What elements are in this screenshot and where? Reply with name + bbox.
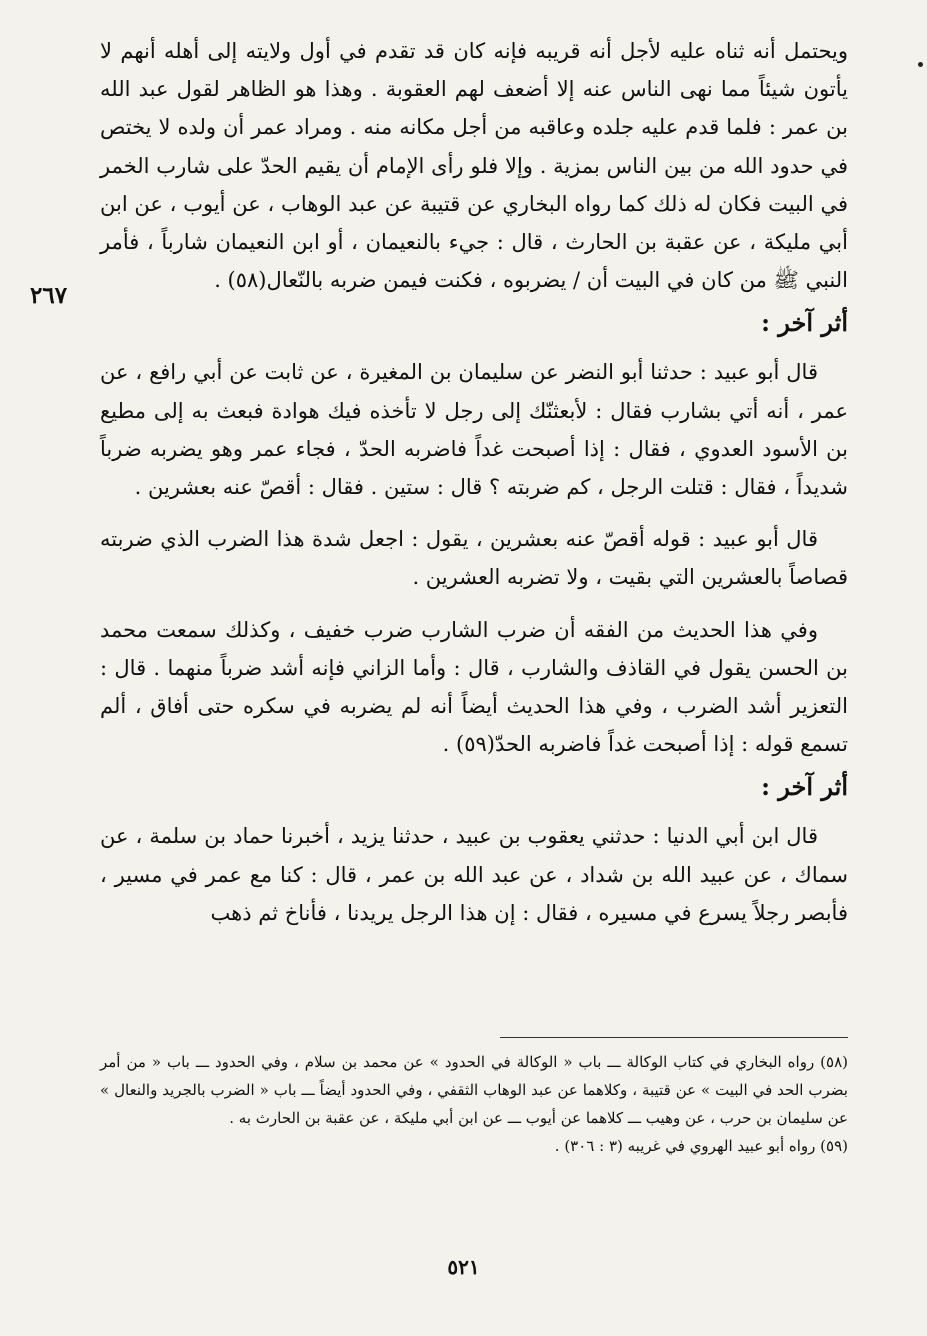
paragraph-4: وفي هذا الحديث من الفقه أن ضرب الشارب ضرب خفيف ، وكذلك سمعت محمد بن الحسن يقول في القاذف والشارب ، قال : وأما الزاني فإنه أشد ضرباً منهما . قال : التعزير أشد الضرب ، وفي هذا الحديث أيضاً أنه لم يضربه في سكره حتى أفاق ، ألم تسمع قوله : إذا أصبحت غداً فاضربه الحدّ(٥٩) . (100, 617, 848, 757)
margin-page-reference: ٢٦٧ (30, 282, 68, 309)
paragraph-3: قال أبو عبيد : قوله أقصّ عنه بعشرين ، يقول : اجعل شدة هذا الضرب الذي ضربته قصاصاً بالعشرين التي بقيت ، ولا تضربه العشرين . (100, 527, 848, 590)
section-heading-2: أثر آخر : (761, 772, 848, 802)
paragraph-gap (100, 506, 848, 520)
paragraph-2: قال أبو عبيد : حدثنا أبو النضر عن سليمان بن المغيرة ، عن ثابت عن أبي رافع ، عن عمر ، أنه أتي بشارب فقال : لأبعثنّك إلى رجل لا تأخذه فيك هوادة فبعث به إلى مطيع بن الأسود العدوي ، فقال : إذا أصبحت غداً فاضربه الحدّ ، فجاء عمر وهو يضربه ضرباً شديداً ، فقال : قتلت الرجل ، كم ضربته ؟ قال : ستين . فقال : أقصّ عنه بعشرين . (100, 360, 848, 500)
footnote-58: (٥٨) رواه البخاري في كتاب الوكالة ـــ باب « الوكالة في الحدود » عن محمد بن سلام ، وفي الحدود ـــ باب « من أمر بضرب الحد في البيت » عن قتيبة ، وكلاهما عن عبد الوهاب الثقفي ، وفي الحدود أيضاً ـــ باب « الضرب بالجريد والنعال » عن سليمان بن حرب ، عن وهيب ـــ كلاهما عن أيوب ـــ عن ابن أبي مليكة ، عن عقبة بن الحارث به . (100, 1053, 848, 1127)
paragraph-gap (100, 597, 848, 611)
margin-dot (918, 62, 923, 67)
page-number: ٥٢١ (447, 1255, 480, 1279)
footnote-separator (500, 1037, 848, 1038)
footnotes (100, 1048, 848, 1160)
paragraph-5: قال ابن أبي الدنيا : حدثني يعقوب بن عبيد ، حدثنا يزيد ، أخبرنا حماد بن سلمة ، عن سماك ، عن عبيد الله بن شداد ، عن عبد الله بن عمر ، قال : كنا مع عمر في مسير ، فأبصر رجلاً يسرع في مسيره ، فقال : إن هذا الرجل يريدنا ، فأناخ ثم ذهب (100, 824, 848, 925)
main-text (100, 32, 848, 932)
footnote-59: (٥٩) رواه أبو عبيد الهروي في غريبه (٣ : ٣٠٦) . (554, 1137, 848, 1155)
section-heading-1: أثر آخر : (761, 308, 848, 338)
paragraph-1: ويحتمل أنه ثناه عليه لأجل أنه قريبه فإنه كان قد تقدم في أول ولايته إلى أهله أنهم لا يأتون شيئاً مما نهى الناس عنه إلا أضعف لهم العقوبة . وهذا هو الظاهر لقول عبد الله بن عمر : فلما قدم عليه جلده وعاقبه من أجل مكانه منه . ومراد عمر أن ولده لا يختص في حدود الله من بين الناس بمزية . وإلا فلو رأى الإمام أن يقيم الحدّ على شارب الخمر في البيت فكان له ذلك كما رواه البخاري عن قتيبة عن عبد الوهاب ، عن أيوب ، عن ابن أبي مليكة ، عن عقبة بن الحارث ، قال : جيء بالنعيمان ، أو ابن النعيمان شارباً ، فأمر النبي ﷺ من كان في البيت أن / يضربوه ، فكنت فيمن ضربه بالنّعال(٥٨) . (100, 39, 848, 293)
